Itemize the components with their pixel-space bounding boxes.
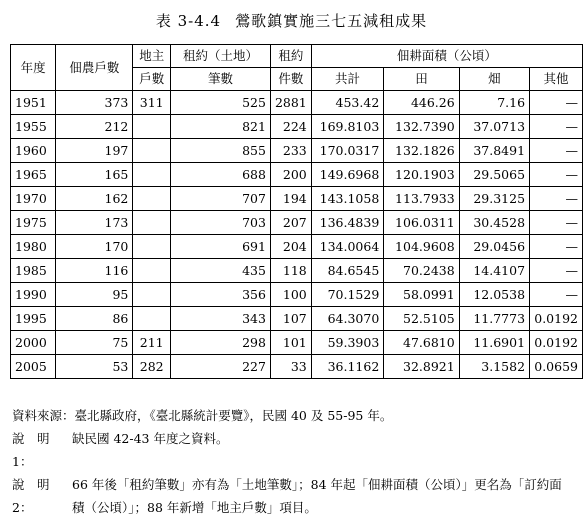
cell-tenant-households: 170 (56, 235, 133, 259)
cell-lease-items: 200 (270, 163, 311, 187)
cell-lease-items: 2881 (270, 91, 311, 115)
cell-tenant-households: 86 (56, 307, 133, 331)
cell-area-dry: 29.3125 (459, 187, 529, 211)
table-row (11, 91, 583, 115)
cell-lease-items: 207 (270, 211, 311, 235)
cell-area-paddy: 446.26 (384, 91, 459, 115)
note-2-text: 66 年後「租約筆數」亦有為「土地筆數」；84 年起「佃耕面積（公頃）」更名為「訂約面積（公頃）」；88 年新增「地主戶數」項目。 (72, 477, 562, 515)
cell-area-other: — (530, 283, 583, 307)
note-1-label: 說 明 1： (12, 431, 50, 469)
cell-lease-count: 855 (171, 139, 271, 163)
note-2-label: 說 明 2： (12, 477, 50, 515)
cell-area-dry: 14.4107 (459, 259, 529, 283)
header-total: 共計 (311, 68, 384, 91)
cell-area-paddy: 58.0991 (384, 283, 459, 307)
cell-year: 1975 (11, 211, 56, 235)
cell-area-paddy: 52.5105 (384, 307, 459, 331)
cell-tenant-households: 212 (56, 115, 133, 139)
cell-year: 1955 (11, 115, 56, 139)
cell-area-total: 170.0317 (311, 139, 384, 163)
cell-tenant-households: 162 (56, 187, 133, 211)
cell-year: 1965 (11, 163, 56, 187)
cell-area-dry: 37.8491 (459, 139, 529, 163)
table-row (11, 163, 583, 187)
cell-landlord-households (133, 307, 171, 331)
cell-area-other: 0.0192 (530, 331, 583, 355)
table-row (11, 211, 583, 235)
cell-lease-items: 118 (270, 259, 311, 283)
cell-area-other: 0.0192 (530, 307, 583, 331)
cell-landlord-households (133, 163, 171, 187)
source-note: 資料來源：臺北縣政府，《臺北縣統計要覽》，民國 40 及 55-95 年。 (12, 408, 393, 423)
cell-year: 1960 (11, 139, 56, 163)
cell-lease-count: 821 (171, 115, 271, 139)
cell-tenant-households: 116 (56, 259, 133, 283)
cell-landlord-households: 311 (133, 91, 171, 115)
cell-area-paddy: 47.6810 (384, 331, 459, 355)
header-other: 其他 (530, 68, 583, 91)
cell-landlord-households: 282 (133, 355, 171, 379)
cell-lease-count: 688 (171, 163, 271, 187)
table-row (11, 283, 583, 307)
cell-landlord-households (133, 283, 171, 307)
cell-area-paddy: 132.1826 (384, 139, 459, 163)
cell-landlord-households (133, 259, 171, 283)
cell-landlord-households: 211 (133, 331, 171, 355)
cell-area-total: 134.0064 (311, 235, 384, 259)
cell-year: 2005 (11, 355, 56, 379)
cell-lease-count: 435 (171, 259, 271, 283)
cell-tenant-households: 53 (56, 355, 133, 379)
cell-lease-count: 356 (171, 283, 271, 307)
cell-lease-count: 343 (171, 307, 271, 331)
cell-year: 1980 (11, 235, 56, 259)
header-dry: 畑 (459, 68, 529, 91)
cell-area-other: 0.0659 (530, 355, 583, 379)
cell-area-paddy: 32.8921 (384, 355, 459, 379)
cell-year: 1995 (11, 307, 56, 331)
cell-area-other: — (530, 91, 583, 115)
cell-tenant-households: 173 (56, 211, 133, 235)
cell-landlord-households (133, 115, 171, 139)
cell-area-other: — (530, 259, 583, 283)
cell-landlord-households (133, 235, 171, 259)
cell-lease-items: 233 (270, 139, 311, 163)
cell-area-dry: 11.7773 (459, 307, 529, 331)
cell-lease-items: 101 (270, 331, 311, 355)
cell-area-other: — (530, 235, 583, 259)
header-landlord-households-line2: 戶數 (133, 68, 171, 91)
header-tenant-households: 佃農戶數 (56, 45, 133, 91)
note-1-text: 缺民國 42-43 年度之資料。 (72, 431, 229, 446)
table-row (11, 187, 583, 211)
cell-lease-count: 525 (171, 91, 271, 115)
cell-lease-items: 107 (270, 307, 311, 331)
cell-area-dry: 12.0538 (459, 283, 529, 307)
table-row (11, 331, 583, 355)
cell-area-paddy: 106.0311 (384, 211, 459, 235)
cell-area-other: — (530, 163, 583, 187)
cell-area-dry: 29.0456 (459, 235, 529, 259)
cell-area-total: 64.3070 (311, 307, 384, 331)
cell-area-paddy: 104.9608 (384, 235, 459, 259)
cell-area-dry: 30.4528 (459, 211, 529, 235)
cell-area-dry: 29.5065 (459, 163, 529, 187)
cell-year: 1985 (11, 259, 56, 283)
cell-area-total: 84.6545 (311, 259, 384, 283)
cell-area-total: 169.8103 (311, 115, 384, 139)
cell-year: 1970 (11, 187, 56, 211)
cell-tenant-households: 165 (56, 163, 133, 187)
data-table (10, 44, 583, 379)
cell-area-total: 453.42 (311, 91, 384, 115)
table-row (11, 259, 583, 283)
table-title-text: 鶯歌鎮實施三七五減租成果 (235, 12, 428, 30)
header-lease-items-line1: 租約 (270, 45, 311, 68)
cell-area-total: 36.1162 (311, 355, 384, 379)
cell-area-total: 136.4839 (311, 211, 384, 235)
cell-lease-count: 691 (171, 235, 271, 259)
cell-area-other: — (530, 139, 583, 163)
cell-lease-items: 224 (270, 115, 311, 139)
header-landlord-households-line1: 地主 (133, 45, 171, 68)
cell-area-dry: 7.16 (459, 91, 529, 115)
cell-lease-items: 194 (270, 187, 311, 211)
table-row (11, 307, 583, 331)
cell-lease-count: 227 (171, 355, 271, 379)
header-lease-count-line2: 筆數 (171, 68, 271, 91)
cell-tenant-households: 373 (56, 91, 133, 115)
cell-area-total: 143.1058 (311, 187, 384, 211)
header-year: 年度 (11, 45, 56, 91)
table-row (11, 139, 583, 163)
header-paddy: 田 (384, 68, 459, 91)
table-row (11, 115, 583, 139)
cell-area-other: — (530, 187, 583, 211)
cell-lease-items: 33 (270, 355, 311, 379)
header-lease-items-line2: 件數 (270, 68, 311, 91)
cell-area-dry: 11.6901 (459, 331, 529, 355)
cell-landlord-households (133, 211, 171, 235)
cell-year: 2000 (11, 331, 56, 355)
cell-area-paddy: 113.7933 (384, 187, 459, 211)
note-1 (12, 427, 572, 473)
table-number: 表 3-4.4 (155, 12, 222, 30)
table-row (11, 235, 583, 259)
cell-lease-items: 100 (270, 283, 311, 307)
note-2 (12, 473, 572, 519)
cell-lease-items: 204 (270, 235, 311, 259)
cell-landlord-households (133, 139, 171, 163)
cell-area-other: — (530, 211, 583, 235)
table-title (0, 10, 583, 31)
cell-lease-count: 707 (171, 187, 271, 211)
cell-area-dry: 3.1582 (459, 355, 529, 379)
cell-lease-count: 703 (171, 211, 271, 235)
cell-area-paddy: 132.7390 (384, 115, 459, 139)
cell-area-other: — (530, 115, 583, 139)
cell-area-total: 70.1529 (311, 283, 384, 307)
cell-year: 1990 (11, 283, 56, 307)
header-area-group: 佃耕面積（公頃） (311, 45, 582, 68)
cell-tenant-households: 197 (56, 139, 133, 163)
cell-area-total: 59.3903 (311, 331, 384, 355)
cell-area-paddy: 70.2438 (384, 259, 459, 283)
notes (12, 404, 572, 519)
cell-lease-count: 298 (171, 331, 271, 355)
cell-year: 1951 (11, 91, 56, 115)
cell-tenant-households: 95 (56, 283, 133, 307)
cell-area-total: 149.6968 (311, 163, 384, 187)
cell-tenant-households: 75 (56, 331, 133, 355)
table-row (11, 355, 583, 379)
header-lease-count-line1: 租約（土地） (171, 45, 271, 68)
cell-area-dry: 37.0713 (459, 115, 529, 139)
cell-area-paddy: 120.1903 (384, 163, 459, 187)
cell-landlord-households (133, 187, 171, 211)
